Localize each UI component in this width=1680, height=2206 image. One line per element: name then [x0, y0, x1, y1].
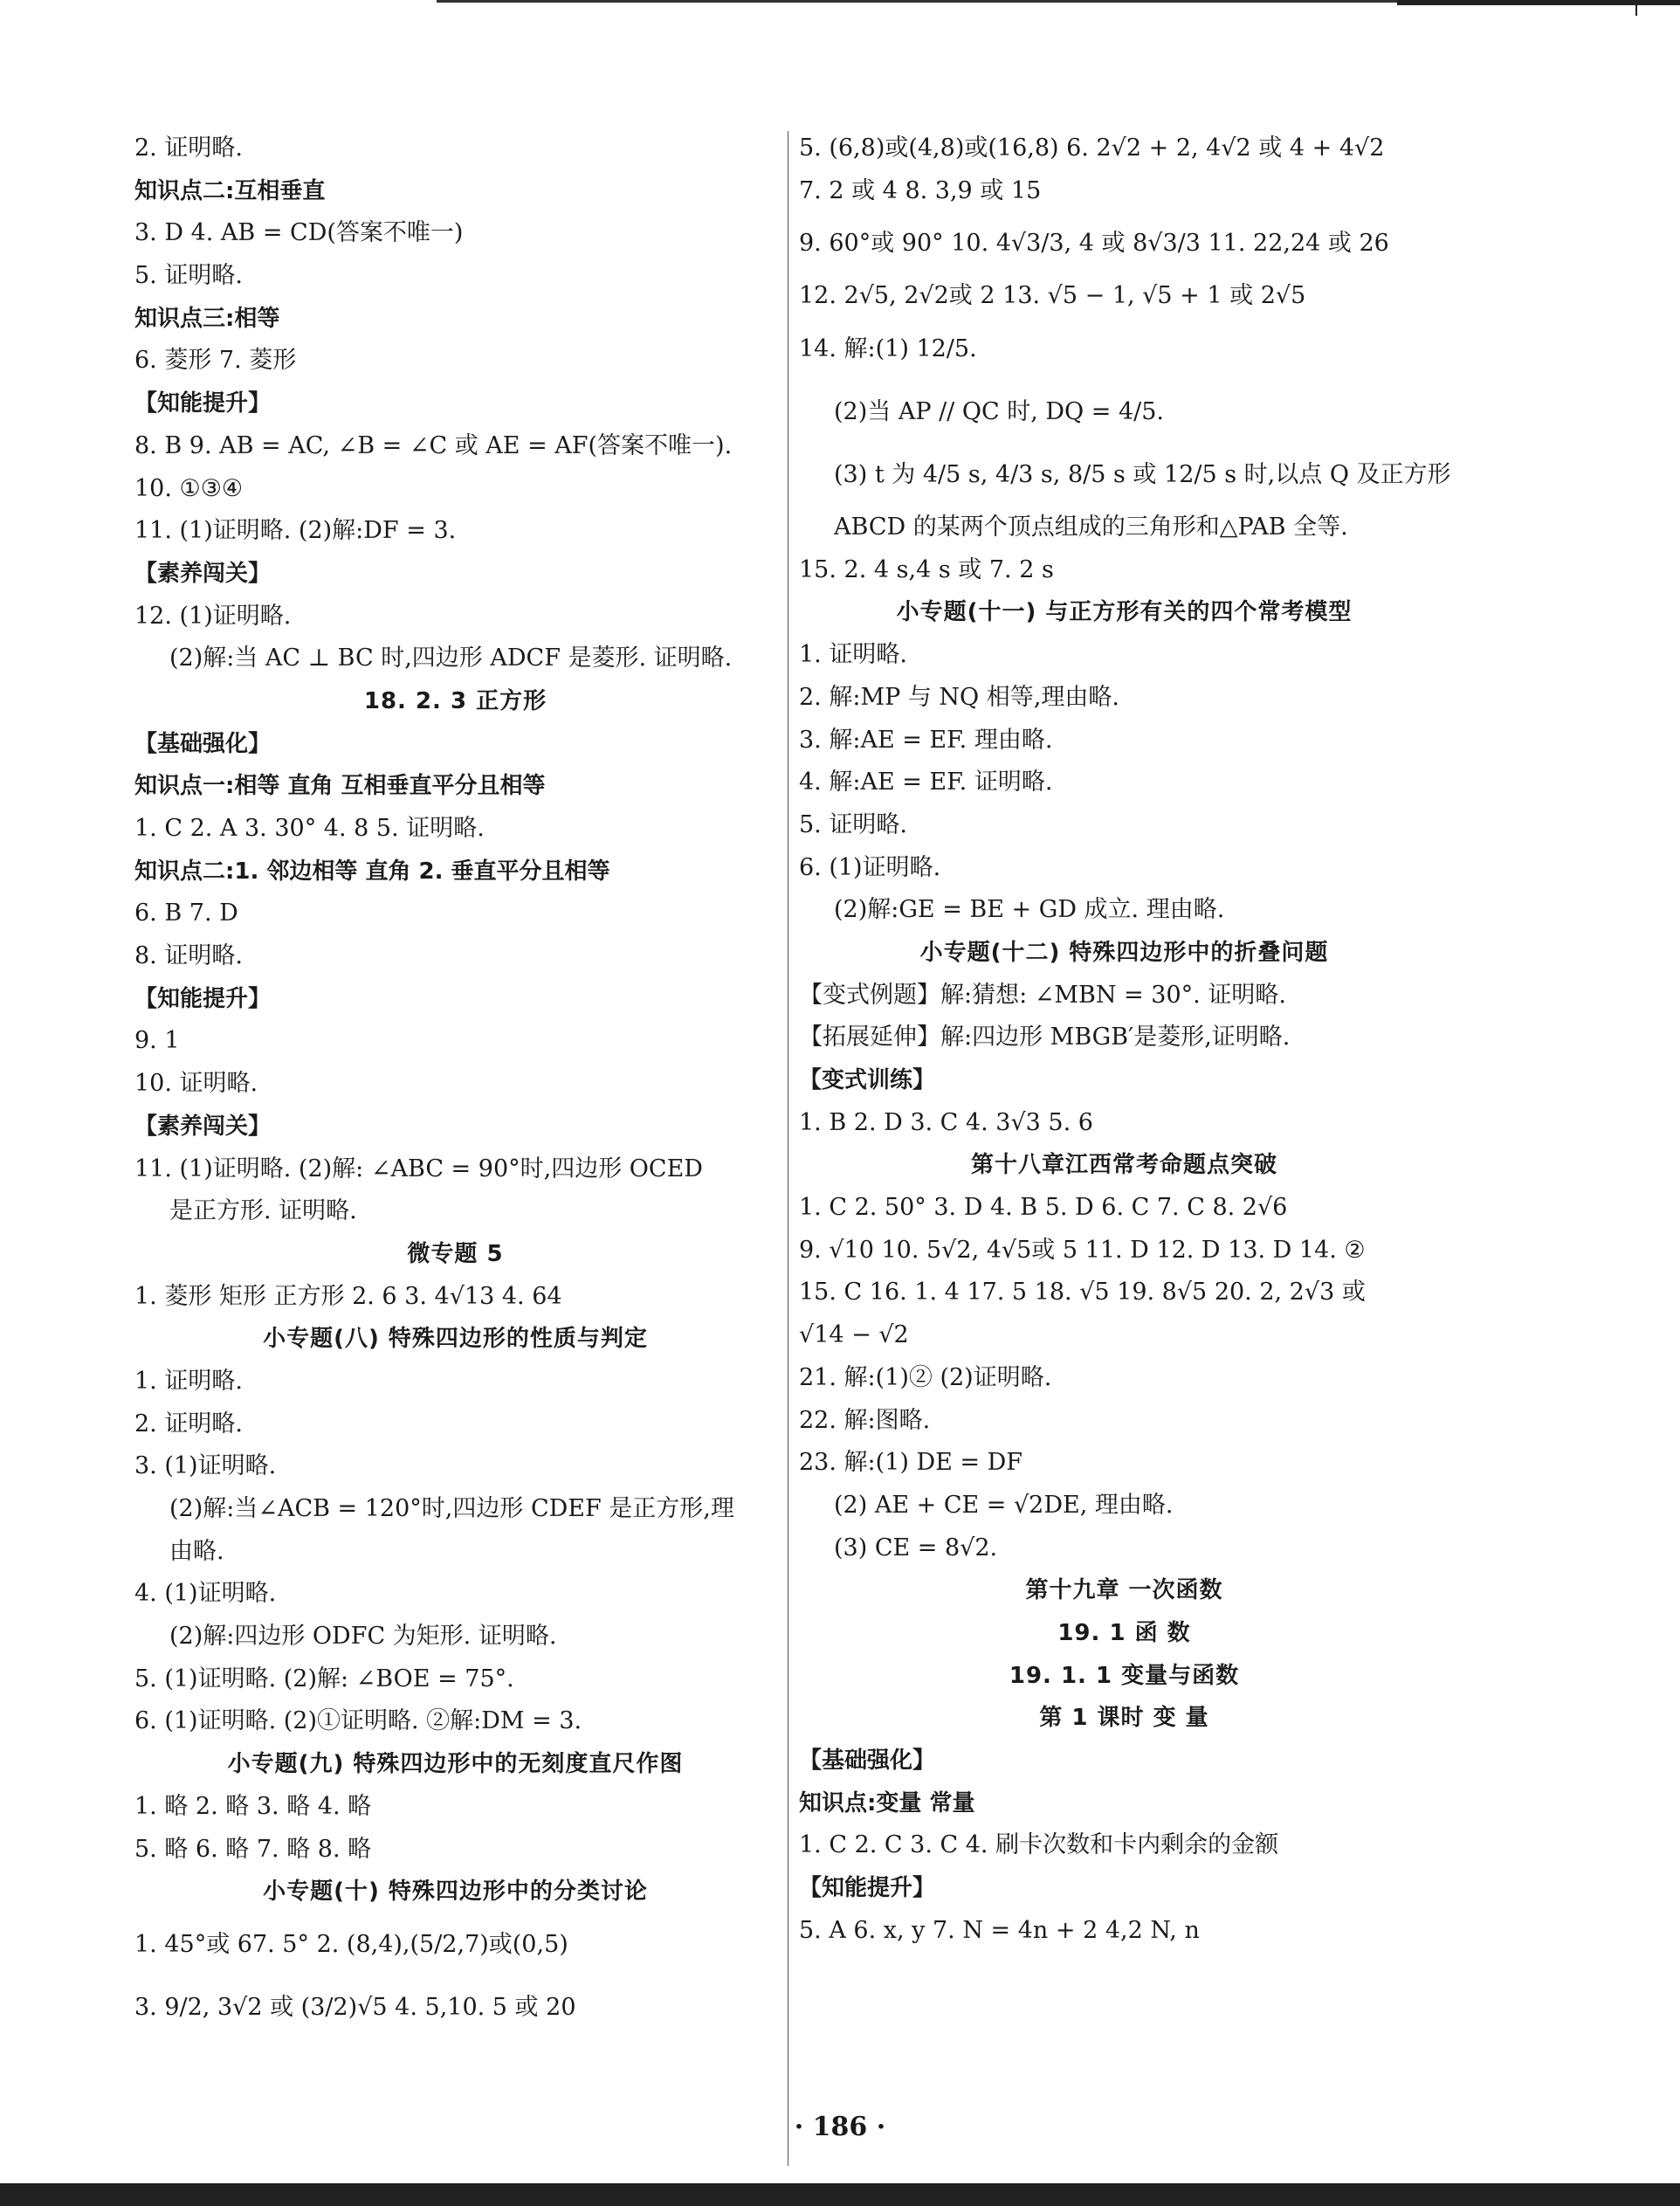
answer-line: 6. (1)证明略.	[799, 853, 941, 881]
answer-line: 5. (1)证明略. (2)解: ∠BOE = 75°.	[134, 1665, 514, 1692]
answer-line: 【拓展延伸】解:四边形 MBGB′是菱形,证明略.	[799, 1024, 1291, 1051]
answer-line: 5. 证明略.	[799, 810, 907, 838]
answer-line: 由略.	[169, 1537, 224, 1565]
answer-line: (2)解:当∠ACB = 120°时,四边形 CDEF 是正方形,理	[169, 1495, 734, 1522]
answer-line: 5. (6,8)或(4,8)或(16,8) 6. 2√2 + 2, 4√2 或 4 + 4√2	[799, 134, 1385, 162]
answer-line: 4. (1)证明略.	[134, 1580, 277, 1608]
answer-line: 15. 2. 4 s,4 s 或 7. 2 s	[799, 555, 1054, 583]
answer-line: (2)解:四边形 ODFC 为矩形. 证明略.	[169, 1623, 557, 1651]
knowledge-point-line: 知识点二:互相垂直	[134, 177, 326, 204]
section-title: 小专题(十二) 特殊四边形中的折叠问题	[919, 939, 1329, 966]
lesson-title: 第 1 课时 变 量	[1039, 1705, 1209, 1732]
answer-line: 2. 证明略.	[134, 134, 243, 162]
answer-line: 是正方形. 证明略.	[169, 1197, 357, 1225]
answer-line: (2)当 AP // QC 时, DQ = 4/5.	[834, 398, 1164, 426]
answer-line: 5. A 6. x, y 7. N = 4n + 2 4,2 N, n	[799, 1916, 1200, 1944]
answer-line: 22. 解:图略.	[799, 1406, 931, 1434]
answer-line: 1. 证明略.	[799, 641, 907, 669]
answer-line: 12. 2√5, 2√2或 2 13. √5 − 1, √5 + 1 或 2√5	[799, 282, 1306, 310]
answer-line: 10. 证明略.	[134, 1070, 258, 1098]
section-title: 小专题(十) 特殊四边形中的分类讨论	[263, 1879, 648, 1906]
answer-line: 8. 证明略.	[134, 942, 243, 970]
answer-line: 9. √10 10. 5√2, 4√5或 5 11. D 12. D 13. D 14. ②	[799, 1236, 1366, 1264]
answer-line: 7. 2 或 4 8. 3,9 或 15	[799, 176, 1042, 204]
answer-line: (2) AE + CE = √2DE, 理由略.	[834, 1491, 1174, 1519]
answer-line: 12. (1)证明略.	[134, 602, 292, 630]
section-title: 19. 1. 1 变量与函数	[1009, 1662, 1240, 1689]
chapter-title: 第十九章 一次函数	[1025, 1577, 1223, 1604]
answer-line: 11. (1)证明略. (2)解: ∠ABC = 90°时,四边形 OCED	[134, 1155, 703, 1182]
answer-line: 3. (1)证明略.	[134, 1452, 277, 1480]
answer-line: 6. (1)证明略. (2)①证明略. ②解:DM = 3.	[134, 1707, 582, 1735]
answer-line: 14. 解:(1) 12/5.	[799, 335, 977, 363]
answer-line: 21. 解:(1)② (2)证明略.	[799, 1363, 1052, 1391]
answer-line: 2. 证明略.	[134, 1410, 243, 1437]
answer-line: 1. C 2. C 3. C 4. 刷卡次数和卡内剩余的金额	[799, 1831, 1279, 1859]
answer-line: 3. 9/2, 3√2 或 (3/2)√5 4. 5,10. 5 或 20	[134, 1993, 576, 2021]
section-title: 小专题(十一) 与正方形有关的四个常考模型	[896, 599, 1353, 626]
section-label: 【素养闯关】	[134, 1113, 272, 1140]
answer-line: 1. B 2. D 3. C 4. 3√3 5. 6	[799, 1108, 1093, 1136]
section-label: 【变式训练】	[799, 1067, 936, 1093]
answer-line: 1. 45°或 67. 5° 2. (8,4),(5/2,7)或(0,5)	[134, 1930, 568, 1958]
section-label: 【基础强化】	[134, 730, 272, 757]
answer-line: 1. C 2. 50° 3. D 4. B 5. D 6. C 7. C 8. 2√6	[799, 1194, 1288, 1222]
answer-line: 10. ①③④	[134, 474, 244, 502]
answer-line: 1. 证明略.	[134, 1367, 243, 1395]
answer-line: 9. 1	[134, 1027, 180, 1055]
section-title: 第十八章江西常考命题点突破	[970, 1152, 1277, 1179]
answer-line: 1. 略 2. 略 3. 略 4. 略	[134, 1792, 372, 1820]
answer-line: 6. 菱形 7. 菱形	[134, 347, 297, 375]
answer-line: 2. 解:MP 与 NQ 相等,理由略.	[799, 683, 1119, 711]
answer-line: (3) CE = 8√2.	[834, 1534, 998, 1561]
answer-line: (2)解:当 AC ⊥ BC 时,四边形 ADCF 是菱形. 证明略.	[169, 645, 733, 672]
section-label: 【知能提升】	[134, 390, 272, 417]
right-column	[799, 128, 1449, 1952]
answer-line: 15. C 16. 1. 4 17. 5 18. √5 19. 8√5 20. 2, 2√3 或	[799, 1279, 1366, 1306]
answer-line: 8. B 9. AB = AC, ∠B = ∠C 或 AE = AF(答案不唯一).	[134, 431, 733, 459]
section-title: 小专题(八) 特殊四边形的性质与判定	[263, 1326, 648, 1353]
answer-line: √14 − √2	[799, 1321, 909, 1349]
answer-line: 11. (1)证明略. (2)解:DF = 3.	[134, 517, 457, 545]
page-number: · 186 ·	[794, 2112, 886, 2142]
answer-line: 1. C 2. A 3. 30° 4. 8 5. 证明略.	[134, 815, 485, 842]
corner-tick-mark	[1635, 0, 1637, 16]
section-title: 18. 2. 3 正方形	[363, 687, 547, 714]
left-column	[134, 128, 776, 2039]
answer-line: ABCD 的某两个顶点组成的三角形和△PAB 全等.	[834, 514, 1348, 541]
knowledge-point-line: 知识点二:1. 邻边相等 直角 2. 垂直平分且相等	[134, 858, 610, 885]
answer-line: 9. 60°或 90° 10. 4√3/3, 4 或 8√3/3 11. 22,24 或 26	[799, 230, 1389, 258]
section-title: 小专题(九) 特殊四边形中的无刻度直尺作图	[227, 1751, 684, 1778]
knowledge-point-line: 知识点一:相等 直角 互相垂直平分且相等	[134, 773, 546, 800]
answer-line: (3) t 为 4/5 s, 4/3 s, 8/5 s 或 12/5 s 时,以点 Q 及正方形	[834, 461, 1451, 489]
answer-line: 23. 解:(1) DE = DF	[799, 1449, 1022, 1477]
answer-line: 5. 略 6. 略 7. 略 8. 略	[134, 1835, 372, 1863]
section-label: 【素养闯关】	[134, 560, 272, 587]
answer-line: 6. B 7. D	[134, 900, 238, 927]
section-title: 19. 1 函 数	[1057, 1619, 1191, 1646]
knowledge-point-line: 知识点:变量 常量	[799, 1789, 975, 1817]
answer-line: (2)解:GE = BE + GD 成立. 理由略.	[834, 896, 1225, 924]
knowledge-point-line: 知识点三:相等	[134, 305, 280, 332]
answer-line: 3. 解:AE = EF. 理由略.	[799, 726, 1053, 754]
bottom-scan-edge	[0, 2183, 1680, 2206]
section-title: 微专题 5	[407, 1240, 504, 1267]
answer-line: 3. D 4. AB = CD(答案不唯一)	[134, 219, 464, 247]
section-label: 【知能提升】	[134, 985, 272, 1012]
answer-line: 【变式例题】解:猜想: ∠MBN = 30°. 证明略.	[799, 981, 1286, 1009]
section-label: 【知能提升】	[799, 1875, 936, 1902]
section-label: 【基础强化】	[799, 1748, 936, 1774]
answer-line: 1. 菱形 矩形 正方形 2. 6 3. 4√13 4. 64	[134, 1282, 562, 1310]
answer-line: 4. 解:AE = EF. 证明略.	[799, 769, 1053, 796]
answer-line: 5. 证明略.	[134, 262, 243, 290]
top-scan-edge-thick	[1397, 0, 1680, 5]
